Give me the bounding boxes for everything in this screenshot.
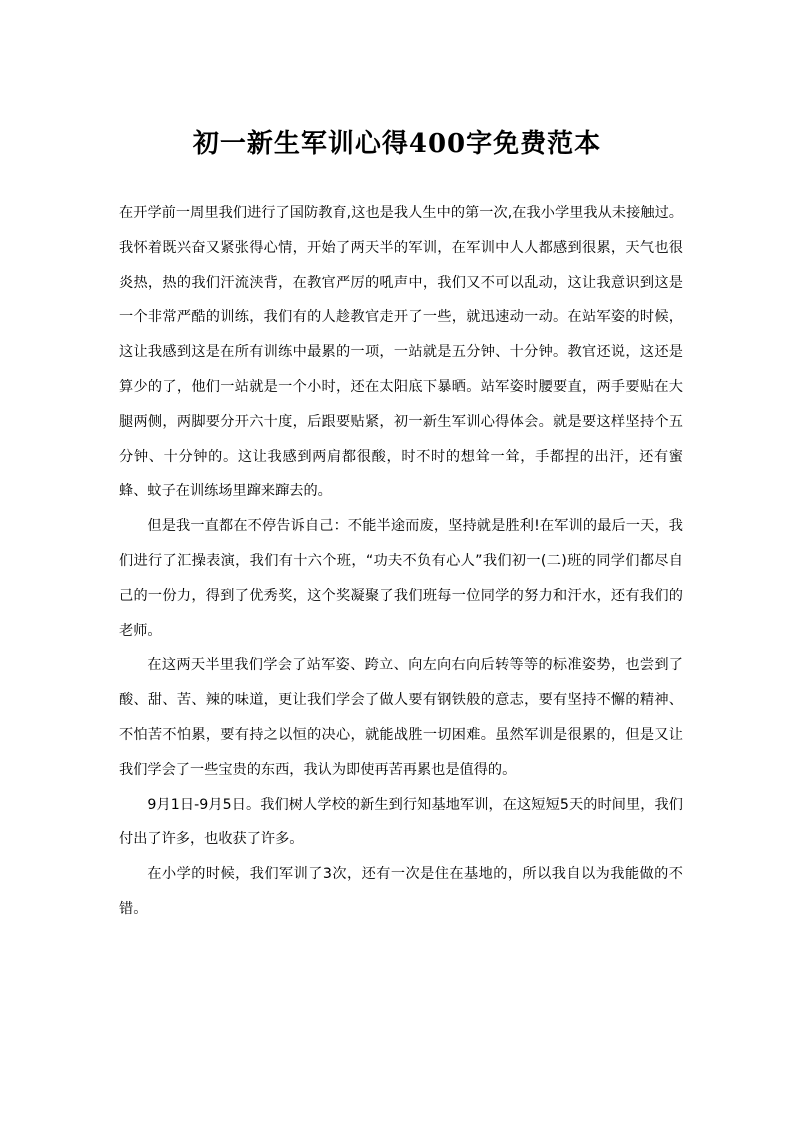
paragraph-2: 但是我一直都在不停告诉自己：不能半途而废，坚持就是胜利!在军训的最后一天，我们进行了汇操表演，我们有十六个班，“功夫不负有心人”我们初一(二)班的同学们都尽自己的一份力，得到了优秀奖，这个奖凝聚了我们班每一位同学的努力和汗水，还有我们的老师。 bbox=[119, 518, 683, 639]
document-body bbox=[119, 196, 683, 927]
paragraph-4: 9月1日-9月5日。我们树人学校的新生到行知基地军训，在这短短5天的时间里，我们付出了许多，也收获了许多。 bbox=[119, 796, 683, 848]
paragraph-3: 在这两天半里我们学会了站军姿、跨立、向左向右向后转等等的标准姿势，也尝到了酸、甜、苦、辣的味道，更让我们学会了做人要有钢铁般的意志，要有坚持不懈的精神、不怕苦不怕累，要有持之以恒的决心，就能战胜一切困难。虽然军训是很累的，但是又让我们学会了一些宝贵的东西，我认为即使再苦再累也是值得的。 bbox=[119, 657, 683, 778]
paragraph-5: 在小学的时候，我们军训了3次，还有一次是住在基地的，所以我自以为我能做的不错。 bbox=[119, 866, 683, 917]
document-title: 初一新生军训心得400字免费范本 bbox=[192, 129, 602, 159]
paragraph-1: 在开学前一周里我们进行了国防教育,这也是我人生中的第一次,在我小学里我从未接触过。我怀着既兴奋又紧张得心情，开始了两天半的军训，在军训中人人都感到很累，天气也很炎热，热的我们汗流浃背，在教官严厉的吼声中，我们又不可以乱动，这让我意识到这是一个非常严酷的训练，我们有的人趁教官走开了一些，就迅速动一动。在站军姿的时候，这让我感到这是在所有训练中最累的一项，一站就是五分钟、十分钟。教官还说，这还是算少的了，他们一站就是一个小时，还在太阳底下暴晒。站军姿时腰要直，两手要贴在大腿两侧，两脚要分开六十度，后跟要贴紧，初一新生军训心得体会。就是要这样坚持个五分钟、十分钟的。这让我感到两肩都很酸，时不时的想耸一耸，手都捏的出汗，还有蜜蜂、蚊子在训练场里蹿来蹿去的。 bbox=[119, 205, 683, 500]
